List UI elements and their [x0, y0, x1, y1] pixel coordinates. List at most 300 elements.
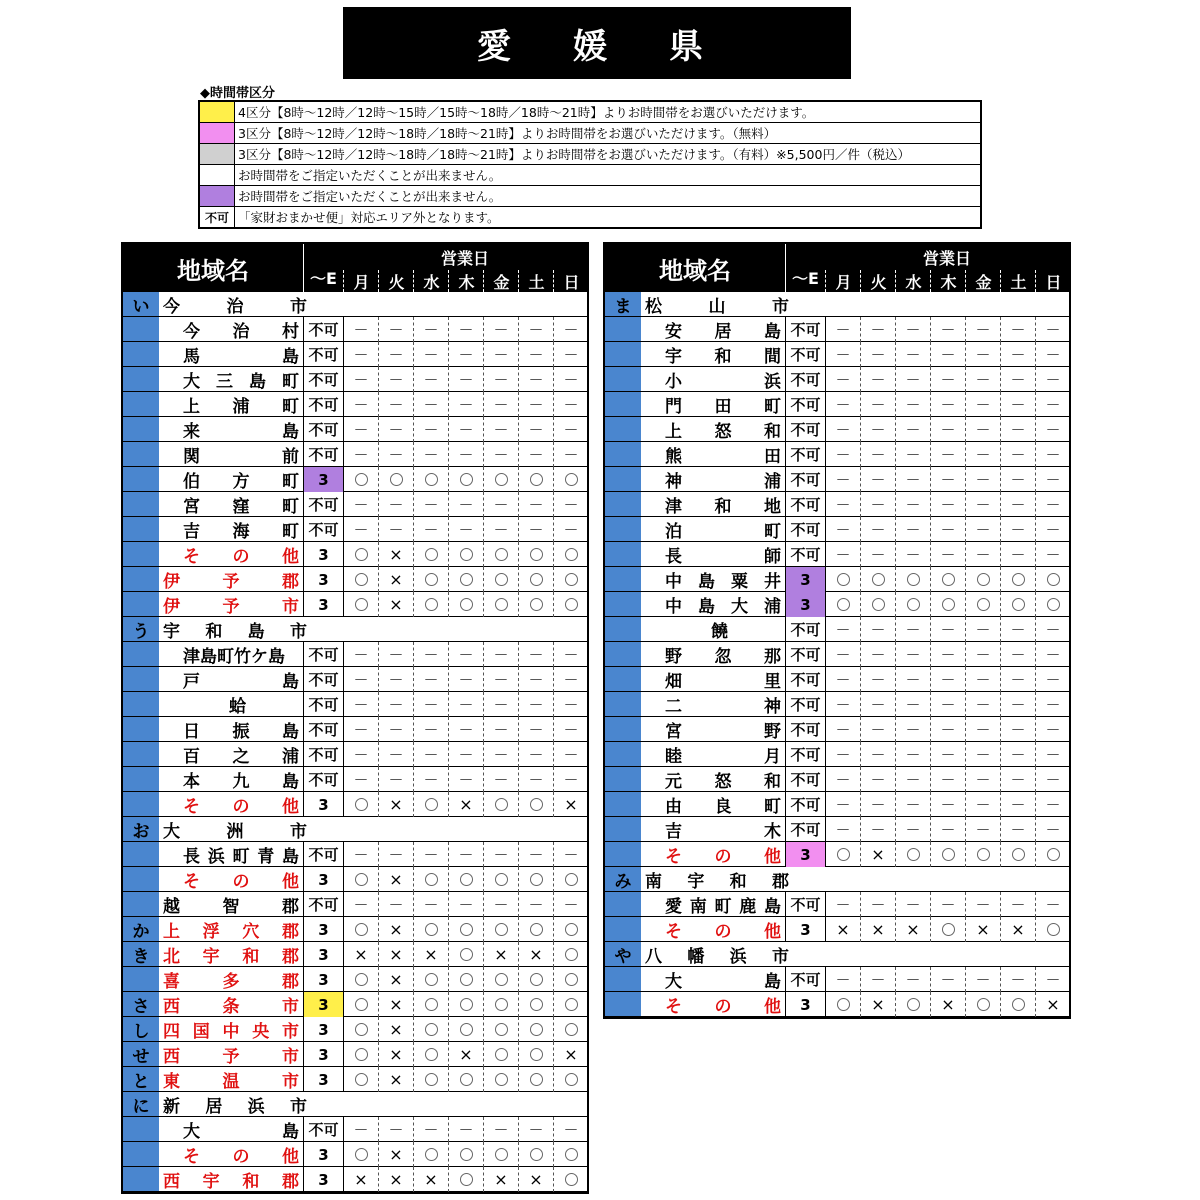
unavailable-cross-icon [825, 917, 860, 942]
area-name-char: 島 [282, 422, 299, 442]
unavailable-cross-icon [378, 542, 413, 567]
not-applicable-dash-icon [1035, 767, 1070, 792]
time-slot-cell: 不可 [785, 617, 825, 642]
time-slot-cell: 不可 [303, 717, 343, 742]
area-name-char: 伊 [163, 597, 180, 617]
circle-icon [565, 598, 578, 611]
time-slot-cell: 不可 [785, 467, 825, 492]
circle-icon [872, 598, 885, 611]
circle-icon [530, 973, 543, 986]
legend-text: 3区分【8時～12時／12時～18時／18時～21時】よりお時間帯をお選びいただけます。（無料） [238, 126, 777, 141]
dash-icon: － [905, 896, 921, 914]
not-applicable-dash-icon [930, 767, 965, 792]
unavailable-cross-icon [483, 1167, 518, 1192]
kana-initial: と [132, 1072, 150, 1092]
area-name [665, 917, 781, 942]
dash-icon: － [870, 546, 886, 564]
not-applicable-dash-icon [483, 517, 518, 542]
dash-icon: － [493, 346, 509, 364]
area-name-char: 郡 [282, 572, 299, 592]
unavailable-cross-icon [378, 592, 413, 617]
dash-icon: － [528, 846, 544, 864]
not-applicable-dash-icon [518, 892, 553, 917]
area-name-char: 熊 [665, 447, 682, 467]
dash-icon: － [388, 721, 404, 739]
legend-row [200, 123, 980, 144]
table-row [605, 617, 1069, 642]
not-applicable-dash-icon [965, 817, 1000, 842]
available-circle-icon [413, 917, 448, 942]
weekday-header: 水 [895, 270, 931, 292]
not-applicable-dash-icon [895, 492, 930, 517]
dash-icon: － [563, 646, 579, 664]
dash-icon: － [353, 696, 369, 714]
unavailable-cross-icon [378, 1017, 413, 1042]
dash-icon: － [353, 896, 369, 914]
circle-icon [530, 548, 543, 561]
dash-icon: － [388, 446, 404, 464]
cross-icon: × [389, 945, 403, 964]
not-applicable-dash-icon [1000, 892, 1035, 917]
kana-initial: か [132, 922, 150, 942]
circle-icon [355, 573, 368, 586]
not-applicable-dash-icon [483, 667, 518, 692]
dash-icon: － [423, 446, 439, 464]
dash-icon: － [1045, 696, 1061, 714]
unavailable-cross-icon [378, 992, 413, 1017]
legend-swatch [200, 102, 235, 122]
dash-icon: － [905, 771, 921, 789]
dash-icon: － [528, 396, 544, 414]
cross-icon: × [564, 1045, 578, 1064]
dash-icon: － [940, 521, 956, 539]
dash-icon: － [423, 496, 439, 514]
dash-icon: － [563, 421, 579, 439]
available-circle-icon [860, 592, 895, 617]
time-slot-cell: 不可 [303, 642, 343, 667]
dash-icon: － [905, 971, 921, 989]
legend-text: お時間帯をご指定いただくことが出来ません。 [238, 168, 502, 183]
not-applicable-dash-icon [825, 667, 860, 692]
unavailable-cross-icon [553, 792, 588, 817]
available-circle-icon [448, 1142, 483, 1167]
circle-icon [425, 573, 438, 586]
dash-icon: － [528, 421, 544, 439]
dash-icon: － [975, 696, 991, 714]
not-applicable-dash-icon [825, 967, 860, 992]
time-slot-cell: 不可 [303, 742, 343, 767]
area-name [665, 442, 781, 467]
not-applicable-dash-icon [448, 492, 483, 517]
unavailable-cross-icon [448, 792, 483, 817]
circle-icon [530, 923, 543, 936]
dash-icon: － [1045, 621, 1061, 639]
not-applicable-dash-icon [895, 817, 930, 842]
not-applicable-dash-icon [413, 517, 448, 542]
circle-icon [565, 948, 578, 961]
area-name-char: 浦 [764, 472, 781, 492]
kana-initial: み [614, 872, 632, 892]
circle-icon [977, 998, 990, 1011]
dash-icon: － [870, 771, 886, 789]
dash-icon: － [975, 446, 991, 464]
area-name-char: 田 [714, 397, 732, 417]
not-applicable-dash-icon [1035, 392, 1070, 417]
not-applicable-dash-icon [860, 667, 895, 692]
not-applicable-dash-icon [860, 517, 895, 542]
circle-icon [355, 798, 368, 811]
available-circle-icon [518, 867, 553, 892]
area-name [665, 517, 781, 542]
dash-icon: － [458, 421, 474, 439]
area-name-char: の [232, 1147, 250, 1167]
available-circle-icon [965, 567, 1000, 592]
time-slot-cell: 不可 [303, 842, 343, 867]
area-name [665, 667, 781, 692]
time-slot-cell: 不可 [785, 317, 825, 342]
weekday-header: 水 [413, 270, 449, 292]
dash-icon: － [975, 646, 991, 664]
weekday-header: 土 [518, 270, 554, 292]
table-row [123, 567, 587, 592]
area-name-char: 前 [282, 447, 299, 467]
dash-icon: － [975, 396, 991, 414]
dash-icon: － [940, 496, 956, 514]
time-slot-cell: 3 [785, 592, 825, 617]
dash-icon: － [493, 496, 509, 514]
area-name [665, 467, 781, 492]
area-name-char: 良 [714, 797, 732, 817]
area-name-char: 睦 [665, 747, 682, 767]
cross-icon: × [871, 845, 885, 864]
time-slot-cell: 不可 [303, 342, 343, 367]
not-applicable-dash-icon [825, 542, 860, 567]
dash-icon: － [1045, 971, 1061, 989]
available-circle-icon [1000, 992, 1035, 1017]
not-applicable-dash-icon [343, 692, 378, 717]
available-circle-icon [413, 1067, 448, 1092]
not-applicable-dash-icon [343, 492, 378, 517]
dash-icon: － [388, 1121, 404, 1139]
not-applicable-dash-icon [448, 517, 483, 542]
not-applicable-dash-icon [378, 317, 413, 342]
kana-initial: お [132, 822, 150, 842]
not-applicable-dash-icon [930, 342, 965, 367]
circle-icon [460, 923, 473, 936]
circle-icon [565, 1173, 578, 1186]
not-applicable-dash-icon [860, 392, 895, 417]
area-name-char: 今 [163, 297, 180, 317]
table-row [605, 842, 1069, 867]
cross-icon: × [389, 545, 403, 564]
table-row [605, 292, 1069, 317]
area-name [183, 317, 299, 342]
dash-icon: － [423, 371, 439, 389]
area-name-char: 津 [665, 497, 682, 517]
table-row [605, 742, 1069, 767]
not-applicable-dash-icon [965, 517, 1000, 542]
not-applicable-dash-icon [413, 342, 448, 367]
table-row [123, 742, 587, 767]
not-applicable-dash-icon [378, 892, 413, 917]
not-applicable-dash-icon [895, 692, 930, 717]
unavailable-cross-icon [483, 942, 518, 967]
dash-icon: － [940, 471, 956, 489]
available-circle-icon [518, 1042, 553, 1067]
dash-icon: － [940, 371, 956, 389]
area-name-char: 方 [232, 472, 250, 492]
dash-icon: － [353, 1121, 369, 1139]
area-name-char: 浮 [202, 922, 220, 942]
dash-icon: － [1010, 421, 1026, 439]
area-name-char: 上 [665, 422, 682, 442]
dash-icon: － [458, 346, 474, 364]
available-circle-icon [965, 592, 1000, 617]
not-applicable-dash-icon [825, 892, 860, 917]
circle-icon [942, 598, 955, 611]
dash-icon: － [1010, 696, 1026, 714]
legend-text: 4区分【8時～12時／12時～15時／15時～18時／18時～21時】よりお時間帯をお選びいただけます。 [238, 105, 815, 120]
unavailable-cross-icon [860, 917, 895, 942]
table-row [605, 592, 1069, 617]
not-applicable-dash-icon [1035, 642, 1070, 667]
dash-icon: － [528, 1121, 544, 1139]
time-slot-cell: 不可 [303, 317, 343, 342]
area-name [163, 892, 299, 917]
circle-icon [530, 873, 543, 886]
area-name-char: 他 [282, 547, 299, 567]
circle-icon [355, 1148, 368, 1161]
circle-icon [495, 798, 508, 811]
weekday-header: 土 [1000, 270, 1036, 292]
dash-icon: － [870, 671, 886, 689]
area-name-char: 和 [714, 347, 732, 367]
table-row [605, 367, 1069, 392]
dash-icon: － [905, 346, 921, 364]
dash-icon: － [423, 671, 439, 689]
circle-icon [837, 573, 850, 586]
area-name-char: 粟 [731, 572, 748, 592]
table-row [123, 342, 587, 367]
kana-initial: せ [132, 1047, 150, 1067]
not-applicable-dash-icon [343, 667, 378, 692]
cross-icon: × [389, 870, 403, 889]
circle-icon [530, 798, 543, 811]
not-applicable-dash-icon [895, 617, 930, 642]
dash-icon: － [870, 746, 886, 764]
business-days-header: 営業日 [440, 249, 489, 268]
area-name [163, 1042, 299, 1067]
area-name [665, 492, 781, 517]
available-circle-icon [553, 542, 588, 567]
area-name [183, 767, 299, 792]
area-name-char: の [232, 547, 250, 567]
unavailable-cross-icon [965, 917, 1000, 942]
not-applicable-dash-icon [518, 742, 553, 767]
time-slot-cell: 不可 [785, 342, 825, 367]
not-applicable-dash-icon [930, 442, 965, 467]
not-applicable-dash-icon [553, 367, 588, 392]
not-applicable-dash-icon [553, 342, 588, 367]
not-applicable-dash-icon [965, 967, 1000, 992]
dash-icon: － [905, 396, 921, 414]
cross-icon: × [389, 970, 403, 989]
dash-icon: － [835, 721, 851, 739]
area-name-char: 北 [163, 947, 180, 967]
dash-icon: － [905, 521, 921, 539]
not-applicable-dash-icon [483, 317, 518, 342]
not-applicable-dash-icon [483, 367, 518, 392]
available-circle-icon [448, 592, 483, 617]
table-row [605, 442, 1069, 467]
dash-icon: － [940, 646, 956, 664]
area-name-char: 神 [665, 472, 682, 492]
time-slot-cell: 不可 [785, 967, 825, 992]
dash-icon: － [458, 896, 474, 914]
right-area-table [603, 242, 1071, 1019]
area-name [665, 317, 781, 342]
kana-initial: い [132, 297, 150, 317]
not-applicable-dash-icon [860, 892, 895, 917]
cross-icon: × [389, 1070, 403, 1089]
not-applicable-dash-icon [553, 1117, 588, 1142]
time-slot-cell: 3 [785, 567, 825, 592]
table-row [123, 1092, 587, 1117]
unavailable-cross-icon [378, 967, 413, 992]
area-name [665, 642, 781, 667]
area-name-char: 木 [764, 822, 781, 842]
not-applicable-dash-icon [930, 667, 965, 692]
not-applicable-dash-icon [413, 667, 448, 692]
area-name-char: 郡 [771, 872, 789, 892]
available-circle-icon [343, 917, 378, 942]
not-applicable-dash-icon [448, 892, 483, 917]
not-applicable-dash-icon [930, 717, 965, 742]
not-applicable-dash-icon [343, 392, 378, 417]
dash-icon: － [528, 346, 544, 364]
area-name-char: 市 [772, 297, 789, 317]
dash-icon: － [458, 771, 474, 789]
not-applicable-dash-icon [860, 692, 895, 717]
kana-initial: に [132, 1097, 150, 1117]
available-circle-icon [343, 1067, 378, 1092]
area-name-char: 間 [764, 347, 781, 367]
available-circle-icon [343, 867, 378, 892]
area-name: 津島町竹ケ島 [183, 647, 285, 667]
not-applicable-dash-icon [343, 842, 378, 867]
area-name-char: 居 [714, 322, 732, 342]
dash-icon: － [1010, 346, 1026, 364]
cross-icon: × [941, 995, 955, 1014]
area-name-char: 怒 [714, 422, 732, 442]
circle-icon [977, 848, 990, 861]
circle-icon [425, 473, 438, 486]
circle-icon [495, 1048, 508, 1061]
area-name-char: そ [183, 1147, 200, 1167]
available-circle-icon [553, 467, 588, 492]
area-name-header: 地域名 [177, 256, 249, 285]
not-applicable-dash-icon [930, 742, 965, 767]
available-circle-icon [1035, 567, 1070, 592]
area-name-char: 市 [282, 597, 299, 617]
time-slot-cell: 不可 [303, 517, 343, 542]
circle-icon [355, 1023, 368, 1036]
cross-icon: × [1046, 995, 1060, 1014]
dash-icon: － [458, 1121, 474, 1139]
time-slot-cell: 不可 [785, 817, 825, 842]
kana-initial: き [132, 947, 150, 967]
area-name-char: 伯 [183, 472, 200, 492]
dash-icon: － [975, 371, 991, 389]
area-name [183, 492, 299, 517]
area-name-char: 央 [252, 1022, 270, 1042]
not-applicable-dash-icon [518, 342, 553, 367]
circle-icon [425, 873, 438, 886]
area-name-char: 郡 [282, 972, 299, 992]
legend-row [200, 144, 980, 165]
unavailable-cross-icon [378, 1142, 413, 1167]
dash-icon: － [905, 821, 921, 839]
area-name [665, 792, 781, 817]
available-circle-icon [448, 942, 483, 967]
table-row [605, 467, 1069, 492]
table-row [123, 842, 587, 867]
area-name-char: 市 [282, 1022, 299, 1042]
area-name-char: 島 [247, 622, 265, 642]
area-name-char: 之 [232, 747, 250, 767]
available-circle-icon [518, 1017, 553, 1042]
table-row [605, 792, 1069, 817]
area-name-char: 安 [665, 322, 682, 342]
area-name [665, 967, 781, 992]
area-name-char: 月 [764, 747, 781, 767]
not-applicable-dash-icon [343, 342, 378, 367]
dash-icon: － [1010, 496, 1026, 514]
not-applicable-dash-icon [378, 667, 413, 692]
unavailable-cross-icon [553, 1042, 588, 1067]
not-applicable-dash-icon [413, 367, 448, 392]
dash-icon: － [493, 396, 509, 414]
circle-icon [907, 598, 920, 611]
area-name-char: 島 [698, 597, 715, 617]
time-slot-cell: 不可 [303, 492, 343, 517]
time-slot-cell: 不可 [303, 417, 343, 442]
area-name-char: 他 [764, 847, 781, 867]
time-slot-cell: 3 [303, 992, 343, 1017]
dash-icon: － [563, 1121, 579, 1139]
dash-icon: － [458, 521, 474, 539]
dash-icon: － [905, 621, 921, 639]
dash-icon: － [1010, 521, 1026, 539]
area-name-char: 智 [222, 897, 240, 917]
area-name-char: 今 [183, 322, 200, 342]
dash-icon: － [423, 846, 439, 864]
area-name-char: 伊 [163, 572, 180, 592]
not-applicable-dash-icon [518, 367, 553, 392]
not-applicable-dash-icon [895, 417, 930, 442]
available-circle-icon [343, 467, 378, 492]
not-applicable-dash-icon [378, 717, 413, 742]
area-name [183, 417, 299, 442]
area-name-char: 市 [282, 997, 299, 1017]
area-name-char: 田 [764, 447, 781, 467]
area-name-char: 和 [242, 1172, 260, 1192]
cross-icon: × [354, 945, 368, 964]
dash-icon: － [940, 621, 956, 639]
dash-icon: － [870, 621, 886, 639]
dash-icon: － [1010, 796, 1026, 814]
area-name-char: 地 [764, 497, 781, 517]
